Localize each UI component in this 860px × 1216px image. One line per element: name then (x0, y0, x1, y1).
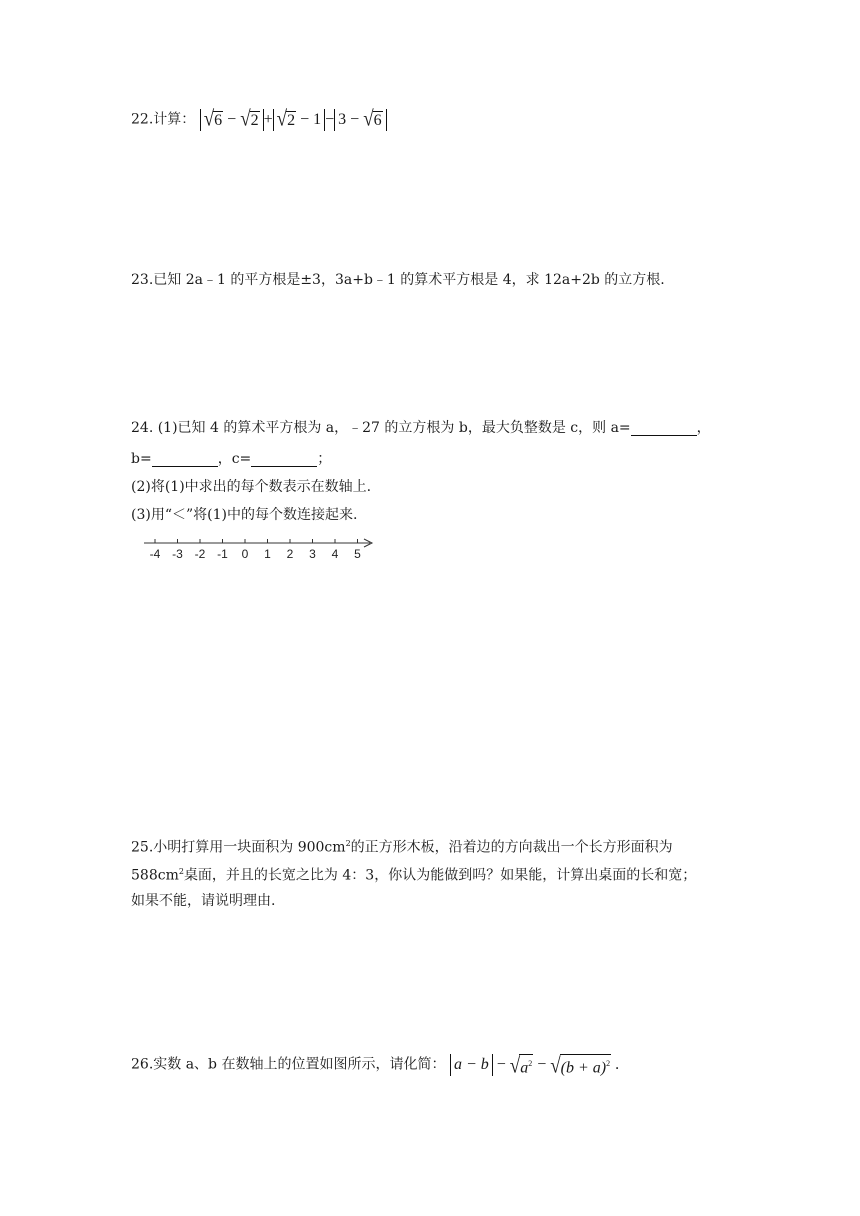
answer-blank-a[interactable] (631, 421, 697, 436)
question-24-line-1: 24. (1)已知 4 的算术平方根为 a，﹣27 的立方根为 b，最大负整数是 c，则 a= ， (131, 420, 711, 436)
number-line-tick-label: 5 (354, 547, 361, 561)
question-22 (131, 109, 387, 131)
number-line-tick-label: 4 (331, 547, 339, 561)
number-line-tick-label: -3 (172, 547, 183, 561)
sqrt-icon: √2 (276, 107, 296, 132)
answer-blank-b[interactable] (152, 452, 218, 467)
question-25-line-3: 如果不能，请说明理由. (131, 893, 276, 909)
question-24-line-2: b= ，c= ； (131, 451, 332, 467)
number-line-tick-label: 0 (241, 547, 249, 561)
abs-term-1: √6 − √2 (200, 109, 264, 131)
q26-expression: $a - b - √a^2 - √(b + a)^2$ . (450, 1056, 619, 1073)
sqrt-icon: $√(b + a)^2$ (550, 1054, 611, 1079)
sqrt-icon: √6 (203, 107, 223, 132)
abs-term-3: 3 − √6 (334, 109, 386, 131)
q23-text: 23.已知 2a﹣1 的平方根是±3，3a+b﹣1 的算术平方根是 4，求 12a+2b 的立方根. (131, 272, 665, 288)
abs-a-minus-b: a − b (450, 1054, 493, 1076)
number-line-tick-label: -2 (194, 547, 206, 561)
number-line-tick-label: 3 (309, 547, 316, 561)
number-line-tick-label: 2 (286, 547, 294, 561)
abs-term-2: √2 − 1 (273, 109, 325, 131)
question-24-line-4: (3)用“＜”将(1)中的每个数连接起来. (131, 507, 358, 523)
sqrt-icon: $√a^2$ (509, 1054, 533, 1079)
question-25-line-1: 25.小明打算用一块面积为 $900cm^2$的正方形木板，沿着边的方向裁出一个长方形面积为 (131, 839, 673, 856)
number-line-tick-label: -4 (149, 547, 161, 561)
number-line-ticks (150, 539, 361, 561)
q22-expression: √6 − √2 + √2 − 1 − 3 − √6 (200, 111, 387, 128)
answer-blank-c[interactable] (251, 452, 317, 467)
number-line-tick-label: 1 (264, 547, 271, 561)
question-23 (131, 272, 665, 288)
q22-prefix: 22.计算： (131, 111, 196, 128)
sqrt-icon: √2 (240, 107, 259, 132)
question-24-line-3: (2)将(1)中求出的每个数表示在数轴上. (131, 479, 372, 495)
question-26: 26.实数 a、b 在数轴上的位置如图所示，请化简： $a - b - √a^2 - √(b + a)^2$ . (131, 1054, 620, 1079)
number-line-tick-label: -1 (217, 547, 228, 561)
number-line (142, 537, 382, 565)
sqrt-icon: √6 (363, 107, 382, 132)
question-25-line-2: $588cm^2$桌面，并且的长宽之比为 4：3，你认为能做到吗？如果能，计算出桌面的长和宽； (131, 867, 697, 884)
